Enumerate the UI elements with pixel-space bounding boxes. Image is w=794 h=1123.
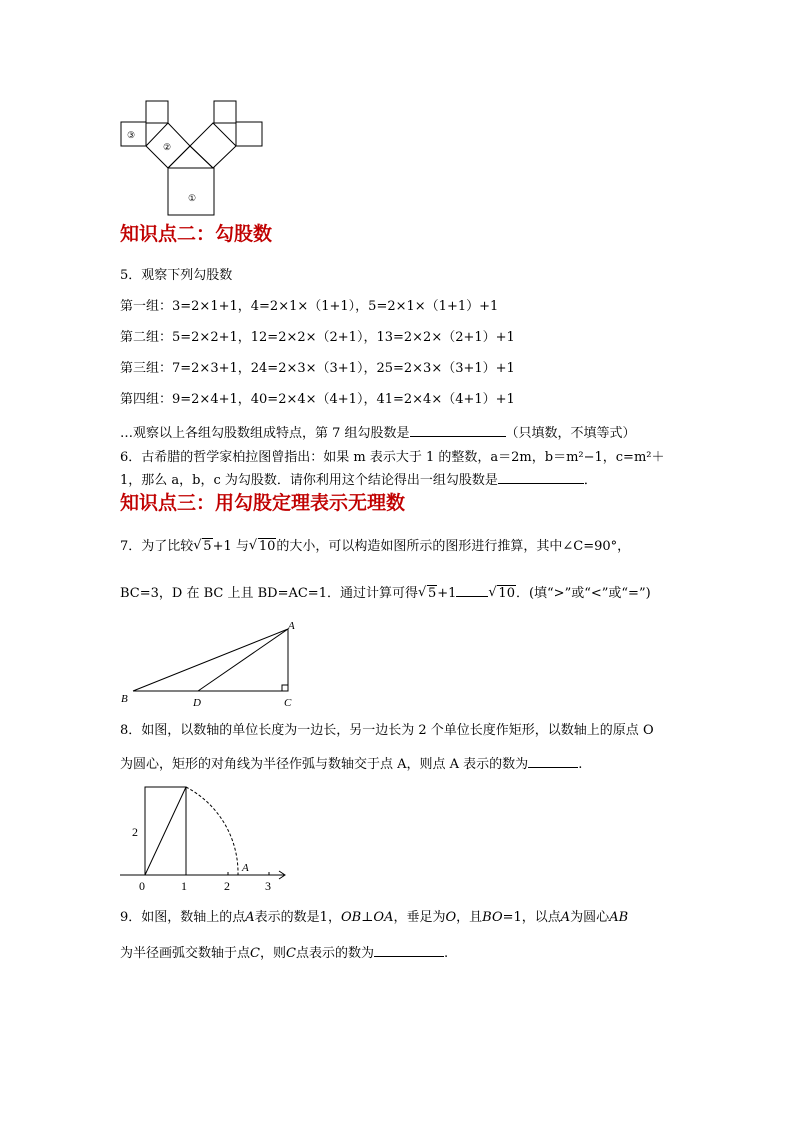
q6-line-1: 6．古希腊的哲学家柏拉图曾指出：如果 m 表示大于 1 的整数，a＝2m，b＝m²−1，c=m²＋ [120,450,665,465]
square-right-top [214,101,236,123]
sqrt-10: √ 10 [248,538,276,554]
center-triangle [168,146,213,168]
figure-number-line [118,782,293,894]
square-1 [168,168,214,215]
square-left-top [146,101,168,123]
q5-group-2: 第二组：5=2×2+1，12=2×2×（2+1），13=2×2×（2+1）+1 [120,330,515,345]
q5-question: …观察以上各组勾股数组成特点，第 7 组勾股数是 （只填数，不填等式） [120,422,636,443]
q9-line-2: 为半径画弧交数轴于点C，则C点表示的数为 . [120,942,448,963]
point-a-label: A [288,620,295,632]
q8-line-2: 为圆心，矩形的对角线为半径作弧与数轴交于点 A，则点 A 表示的数为 . [120,753,582,774]
heading-knowledge-2: 知识点二：勾股数 [120,223,273,245]
label-1: ① [188,193,197,203]
q7-answer-blank[interactable] [456,582,488,597]
point-c-label: C [284,697,292,709]
q5-intro: 5．观察下列勾股数 [120,268,233,283]
q7-line-1: 7．为了比较 √ 5+1 与 √ 10的大小，可以构造如图所示的图形进行推算，其中∠C=90°， [120,538,631,554]
figure-pythagoras-squares [118,100,268,218]
square-right-tilted [190,123,236,168]
sqrt-10-b: √ 10 [488,585,515,601]
sqrt-5-b: √ 5 [417,585,437,601]
q7-line-2: BC=3，D 在 BC 上且 BD=AC=1．通过计算可得 √ 5+1 √ 10．(填“>”或“<”或“=”) [120,582,651,603]
q6-line-2: 1，那么 a，b，c 为勾股数．请你利用这个结论得出一组勾股数是 ． [120,469,597,490]
q8-answer-blank[interactable] [528,753,578,768]
q5-answer-blank[interactable] [410,422,506,437]
q5-group-4: 第四组：9=2×4+1，40=2×4×（4+1），41=2×4×（4+1）+1 [120,392,515,407]
point-d-label: D [193,697,201,709]
q8-line-1: 8．如图，以数轴的单位长度为一边长，另一边长为 2 个单位长度作矩形，以数轴上的原点 O [120,723,654,738]
label-2: ② [163,142,172,152]
tick-2-label: 2 [224,879,230,893]
heading-knowledge-3: 知识点三：用勾股定理表示无理数 [120,492,406,514]
tick-3-label: 3 [265,879,271,893]
point-a-label: A [242,862,249,874]
point-b-label: B [121,693,128,705]
square-right [236,122,262,146]
side-length-label: 2 [132,825,138,839]
tick-1-label: 1 [181,879,187,893]
q9-answer-blank[interactable] [374,942,444,957]
label-3: ③ [127,130,136,140]
figure-triangle-abc [118,618,308,710]
tick-0-label: 0 [139,879,145,893]
q5-group-3: 第三组：7=2×3+1，24=2×3×（3+1），25=2×3×（3+1）+1 [120,361,515,376]
q5-group-1: 第一组：3=2×1+1，4=2×1×（1+1），5=2×1×（1+1）+1 [120,299,499,314]
q9-line-1: 9．如图，数轴上的点A表示的数是1，OB⊥OA，垂足为O，且BO=1，以点A为圆心AB [120,910,629,925]
q6-answer-blank[interactable] [498,469,584,484]
sqrt-5: √ 5 [193,538,212,554]
